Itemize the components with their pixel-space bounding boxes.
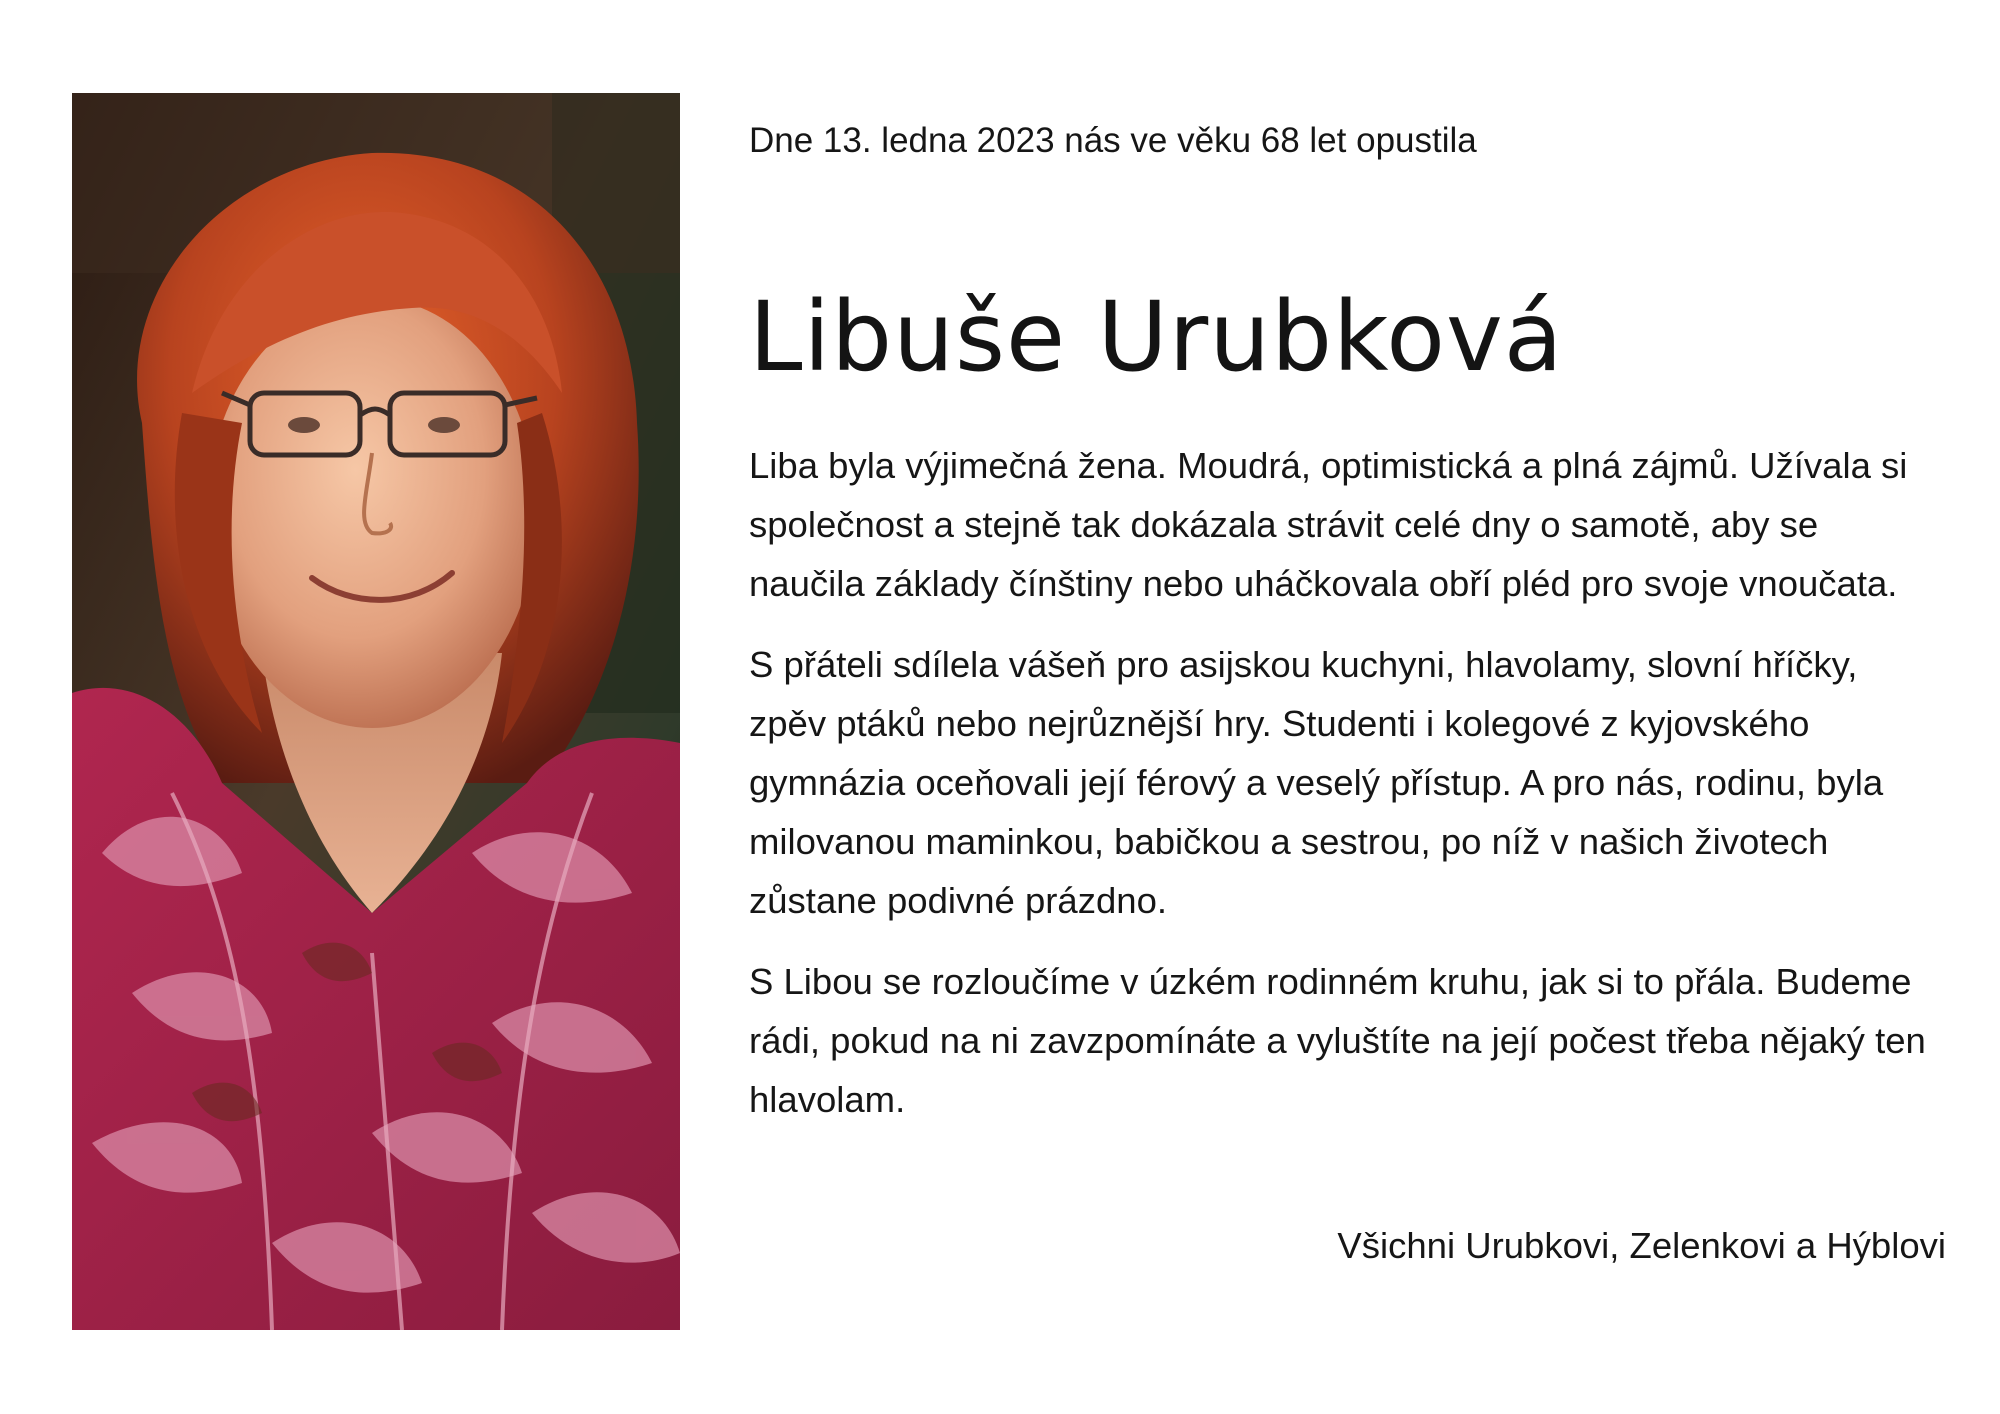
date-line: Dne 13. ledna 2023 nás ve věku 68 let opustila [749, 121, 1477, 160]
obituary-paragraph-1: Liba byla výjimečná žena. Moudrá, optimistická a plná zájmů. Užívala si společnost a stejně tak dokázala strávit celé dny o samotě, aby se naučila základy čínštiny nebo uháčkovala obří pléd pro svoje vnoučata. [749, 445, 1908, 604]
family-signature: Všichni Urubkovi, Zelenkovi a Hýblovi [1337, 1225, 1946, 1266]
portrait-photo [72, 93, 680, 1330]
obituary-paragraph-3: S Libou se rozloučíme v úzkém rodinném kruhu, jak si to přála. Budeme rádi, pokud na ni zavzpomínáte a vyluštíte na její počest třeba nějaký ten hlavolam. [749, 961, 1926, 1120]
obituary-body [749, 436, 1929, 1129]
obituary-paragraph-2: S přáteli sdílela vášeň pro asijskou kuchyni, hlavolamy, slovní hříčky, zpěv ptáků nebo nejrůznější hry. Studenti i kolegové z kyjovského gymnázia oceňovali její férový a veselý přístup. A pro nás, rodinu, byla milovanou maminkou, babičkou a sestrou, po níž v našich životech zůstane podivné prázdno. [749, 644, 1884, 921]
deceased-name: Libuše Urubková [749, 281, 1564, 393]
obituary-text-column [749, 118, 1949, 1151]
portrait-illustration [72, 93, 680, 1330]
